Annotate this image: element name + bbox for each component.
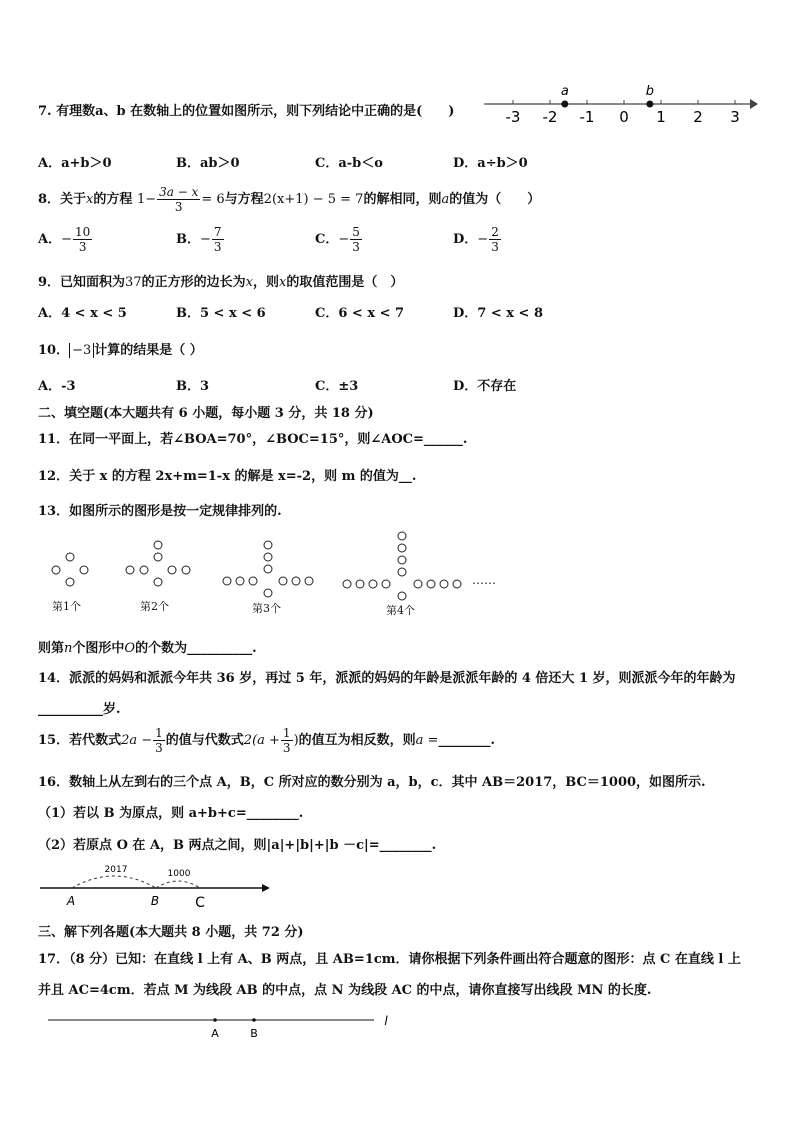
q17-line1: 17．（8 分）已知：在直线 l 上有 A、B 两点，且 AB=1cm．请你根据下列条件画出符合题意的图形：点 C 在直线 l 上: [38, 952, 741, 967]
tick-label: -3: [505, 108, 521, 126]
q13-caption-4: 第4个: [386, 604, 415, 617]
q17-line-diagram: [40, 1010, 400, 1042]
q10-option-c: C．±3: [315, 379, 359, 394]
label-point-c: C: [195, 895, 205, 911]
q16-sub2: （2）若原点 O 在 A，B 两点之间，则|a|+|b|+|b －c|=________.: [38, 838, 437, 853]
q13-text: 13．如图所示的图形是按一定规律排列的.: [38, 504, 282, 519]
q8-option-b: B．− $\frac{7}{3}$: [176, 225, 222, 254]
q10-option-d: D．不存在: [453, 379, 517, 394]
label-a: a: [560, 84, 569, 99]
q13-caption-3: 第3个: [252, 602, 281, 615]
tick-label: 0: [619, 108, 629, 126]
point-a: [561, 101, 568, 108]
q9-option-d: D．7 < x < 8: [453, 306, 544, 321]
q7-option-b: B．ab＞0: [176, 156, 240, 171]
q10-option-a: A．-3: [38, 379, 76, 394]
q13-answer: 则第n个图形中O的个数为__________.: [38, 641, 257, 656]
q8-text: 8．关于x的方程 1− $\frac{3a - x}{3}$ = 6与方程2(x+1) − 5 = 7的解相同，则a的值为（ ）: [38, 185, 541, 214]
q7-option-c: C．a-b＜o: [315, 156, 383, 171]
q8-option-a: A．− $\frac{10}{3}$: [38, 225, 91, 254]
label-ab-length: 2017: [104, 865, 128, 875]
tick-label: 3: [730, 108, 740, 126]
q8-option-d: D．− $\frac{2}{3}$: [453, 225, 499, 254]
q13-caption-2: 第2个: [140, 600, 169, 613]
tick-label: 2: [693, 108, 703, 126]
tick-label: -2: [542, 108, 558, 126]
q9-text: 9．已知面积为37的正方形的边长为x，则x的取值范围是（ ）: [38, 275, 404, 290]
q7-text: 7. 有理数a、b 在数轴上的位置如图所示，则下列结论中正确的是( ): [38, 104, 455, 119]
label-line-l: l: [384, 1014, 388, 1028]
label-b: b: [645, 84, 655, 99]
q9-option-c: C．6 < x < 7: [315, 306, 405, 321]
q9-option-a: A．4 < x < 5: [38, 306, 127, 321]
q8-option-c: C．− $\frac{5}{3}$: [315, 225, 360, 254]
q11-text: 11．在同一平面上，若∠BOA=70°，∠BOC=15°，则∠AOC=______.: [38, 432, 468, 447]
q7-number-line: [478, 80, 758, 128]
q13-caption-1: 第1个: [52, 600, 81, 613]
q7-option-a: A．a+b＞0: [38, 156, 112, 171]
q16-sub1: （1）若以 B 为原点，则 a+b+c=________.: [38, 806, 304, 821]
section-fill-in-heading: 二、填空题(本大题共有 6 小题，每小题 3 分，共 18 分): [38, 406, 374, 421]
q12-text: 12．关于 x 的方程 2x+m=1-x 的解是 x=-2，则 m 的值为__.: [38, 469, 417, 484]
q14-line2: __________岁.: [38, 702, 121, 717]
q13-ellipsis: ……: [472, 573, 496, 587]
label-point-b: B: [250, 1027, 258, 1040]
label-point-a: A: [66, 894, 76, 908]
label-bc-length: 1000: [167, 869, 191, 879]
q14-line1: 14．派派的妈妈和派派今年共 36 岁，再过 5 年，派派的妈妈的年龄是派派年龄的 4 倍还大 1 岁，则派派今年的年龄为: [38, 671, 736, 686]
point-b: [646, 101, 653, 108]
q17-line2: 并且 AC=4cm．若点 M 为线段 AB 的中点，点 N 为线段 AC 的中点，请你直接写出线段 MN 的长度.: [38, 983, 652, 998]
q10-text: 10． −3 计算的结果是（ ）: [38, 343, 203, 358]
q16-text: 16．数轴上从左到右的三个点 A，B，C 所对应的数分别为 a，b，c．其中 AB＝2017，BC＝1000，如图所示.: [38, 775, 706, 790]
tick-label: -1: [579, 108, 595, 126]
section-solve-heading: 三、解下列各题(本大题共 8 小题，共 72 分): [38, 925, 304, 940]
label-point-b: B: [150, 894, 160, 908]
q9-option-b: B．5 < x < 6: [176, 306, 266, 321]
tick-label: 1: [656, 108, 666, 126]
label-point-a: A: [211, 1027, 219, 1040]
q15-text: 15．若代数式2a − $\frac{1}{3}$ 的值与代数式2(a + $\frac{1}{3}$ )的值互为相反数，则a =________.: [38, 726, 495, 755]
q16-number-line-diagram: [36, 860, 276, 912]
q7-option-d: D．a÷b＞0: [453, 156, 528, 171]
q10-option-b: B．3: [176, 379, 210, 394]
